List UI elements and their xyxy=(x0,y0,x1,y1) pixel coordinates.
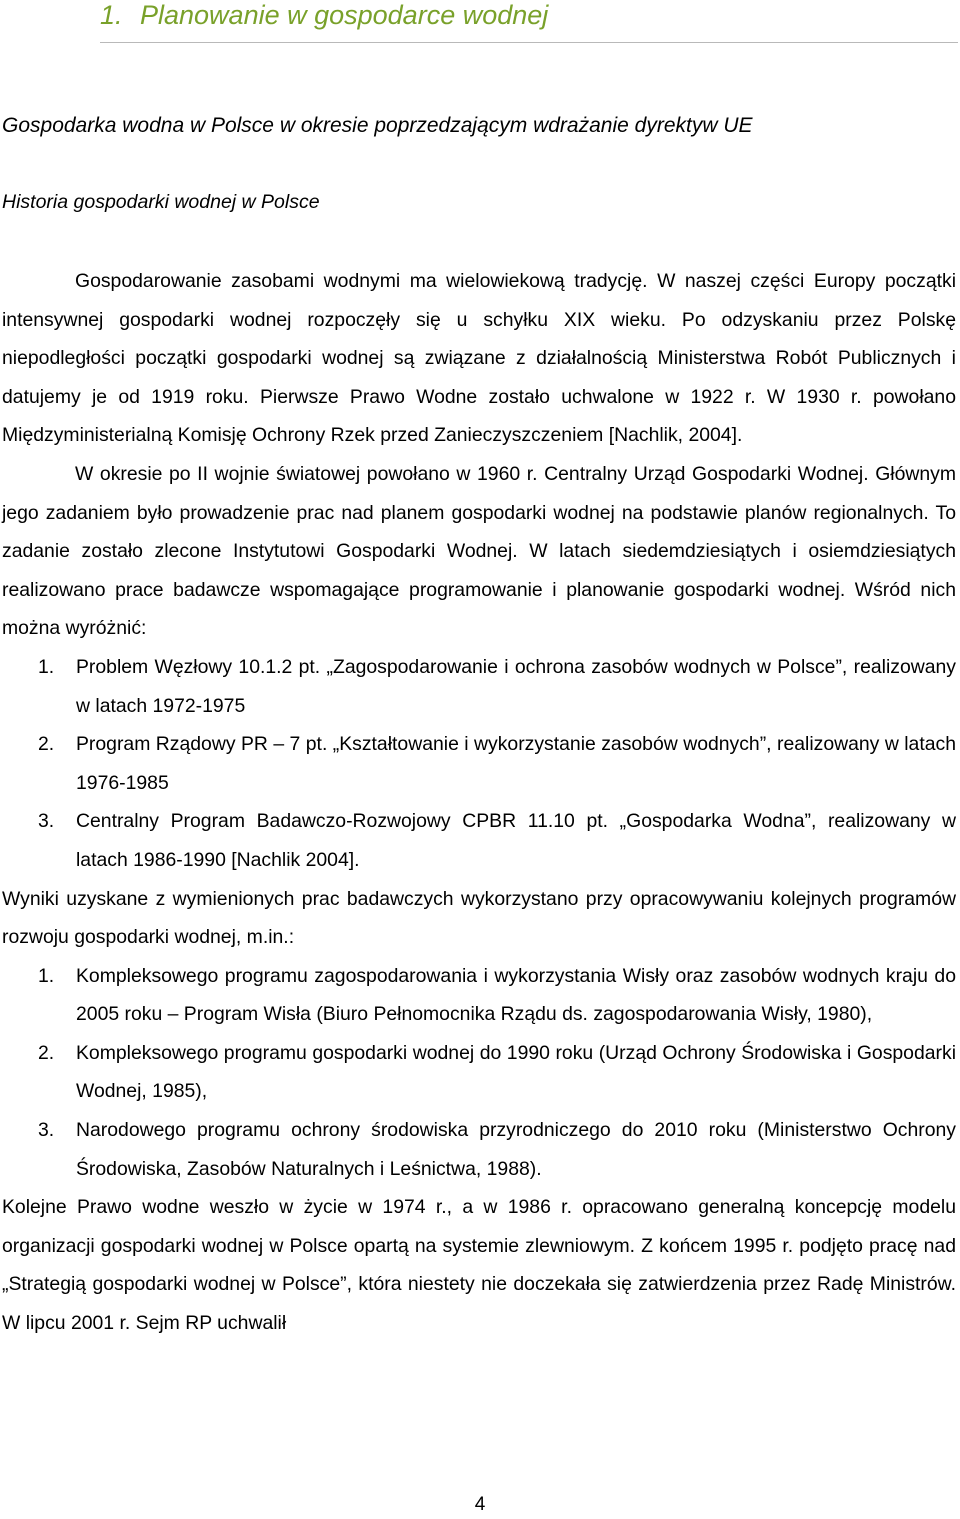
paragraph-1: Gospodarowanie zasobami wodnymi ma wielowiekową tradycję. W naszej części Europy początki intensywnej gospodarki wodnej rozpoczęły się u schyłku XIX wieku. Po odzyskaniu przez Polskę niepodległości początki gospodarki wodnej są związane z działalnością Ministerstwa Robót Publicznych i datujemy je od 1919 roku. Pierwsze Prawo Wodne zostało uchwalone w 1922 r. W 1930 r. powołano Międzyministerialną Komisję Ochrony Rzek przed Zanieczyszczeniem [Nachlik, 2004]. xyxy=(2,270,956,447)
paragraph-3: Wyniki uzyskane z wymienionych prac badawczych wykorzystano przy opracowywaniu kolejnych programów rozwoju gospodarki wodnej, m.in.: xyxy=(2,887,956,949)
list-item xyxy=(2,802,956,879)
subsubsection-heading: Historia gospodarki wodnej w Polsce xyxy=(2,191,320,213)
list-item-number: 2. xyxy=(38,733,55,756)
list-item-number: 1. xyxy=(38,964,55,987)
list-item-text: Narodowego programu ochrony środowiska przyrodniczego do 2010 roku (Ministerstwo Ochrony Środowiska, Zasobów Naturalnych i Leśnictwa, 1988). xyxy=(76,1119,956,1180)
program-list xyxy=(2,957,956,1189)
list-item-text: Program Rządowy PR – 7 pt. „Kształtowanie i wykorzystanie zasobów wodnych”, realizowany w latach 1976-1985 xyxy=(76,733,956,794)
list-item-text: Problem Węzłowy 10.1.2 pt. „Zagospodarowanie i ochrona zasobów wodnych w Polsce”, realizowany w latach 1972-1975 xyxy=(76,655,956,717)
list-item-number: 2. xyxy=(38,1041,55,1064)
list-item xyxy=(2,648,956,725)
list-item xyxy=(2,1111,956,1188)
section-heading xyxy=(100,0,958,43)
list-item-text: Kompleksowego programu gospodarki wodnej do 1990 roku (Urząd Ochrony Środowiska i Gospodarki Wodnej, 1985), xyxy=(76,1041,956,1103)
section-number: 1. xyxy=(100,0,123,30)
list-item-text: Centralny Program Badawczo-Rozwojowy CPBR 11.10 pt. „Gospodarka Wodna”, realizowany w latach 1986-1990 [Nachlik 2004]. xyxy=(76,810,956,871)
body-text xyxy=(2,262,956,1343)
list-item-number: 1. xyxy=(38,655,55,678)
section-title: Planowanie w gospodarce wodnej xyxy=(140,0,549,30)
list-item-number: 3. xyxy=(38,810,55,833)
paragraph-4: Kolejne Prawo wodne weszło w życie w 1974 r., a w 1986 r. opracowano generalną koncepcję modelu organizacji gospodarki wodnej w Polsce opartą na systemie zlewniowym. Z końcem 1995 r. podjęto pracę nad „Strategią gospodarki wodnej w Polsce”, która niestety nie doczekała się zatwierdzenia przez Radę Ministrów. W lipcu 2001 r. Sejm RP uchwalił xyxy=(2,1196,956,1335)
list-item-number: 3. xyxy=(38,1119,55,1142)
page-number: 4 xyxy=(474,1494,486,1515)
list-item xyxy=(2,725,956,802)
paragraph-2: W okresie po II wojnie światowej powołano w 1960 r. Centralny Urząd Gospodarki Wodnej. Głównym jego zadaniem było prowadzenie prac nad planem gospodarki wodnej na podstawie planów regionalnych. To zadanie zostało zlecone Instytutowi Gospodarki Wodnej. W latach siedemdziesiątych i osiemdziesiątych realizowano prace badawcze wspomagające programowanie i planowanie gospodarki wodnej. Wśród nich można wyróżnić: xyxy=(2,462,956,640)
research-list xyxy=(2,648,956,880)
subsection-heading: Gospodarka wodna w Polsce w okresie poprzedzającym wdrażanie dyrektyw UE xyxy=(2,114,753,137)
list-item-text: Kompleksowego programu zagospodarowania i wykorzystania Wisły oraz zasobów wodnych kraju do 2005 roku – Program Wisła (Biuro Pełnomocnika Rządu ds. zagospodarowania Wisły, 1980), xyxy=(76,964,956,1026)
list-item xyxy=(2,957,956,1034)
list-item xyxy=(2,1034,956,1111)
